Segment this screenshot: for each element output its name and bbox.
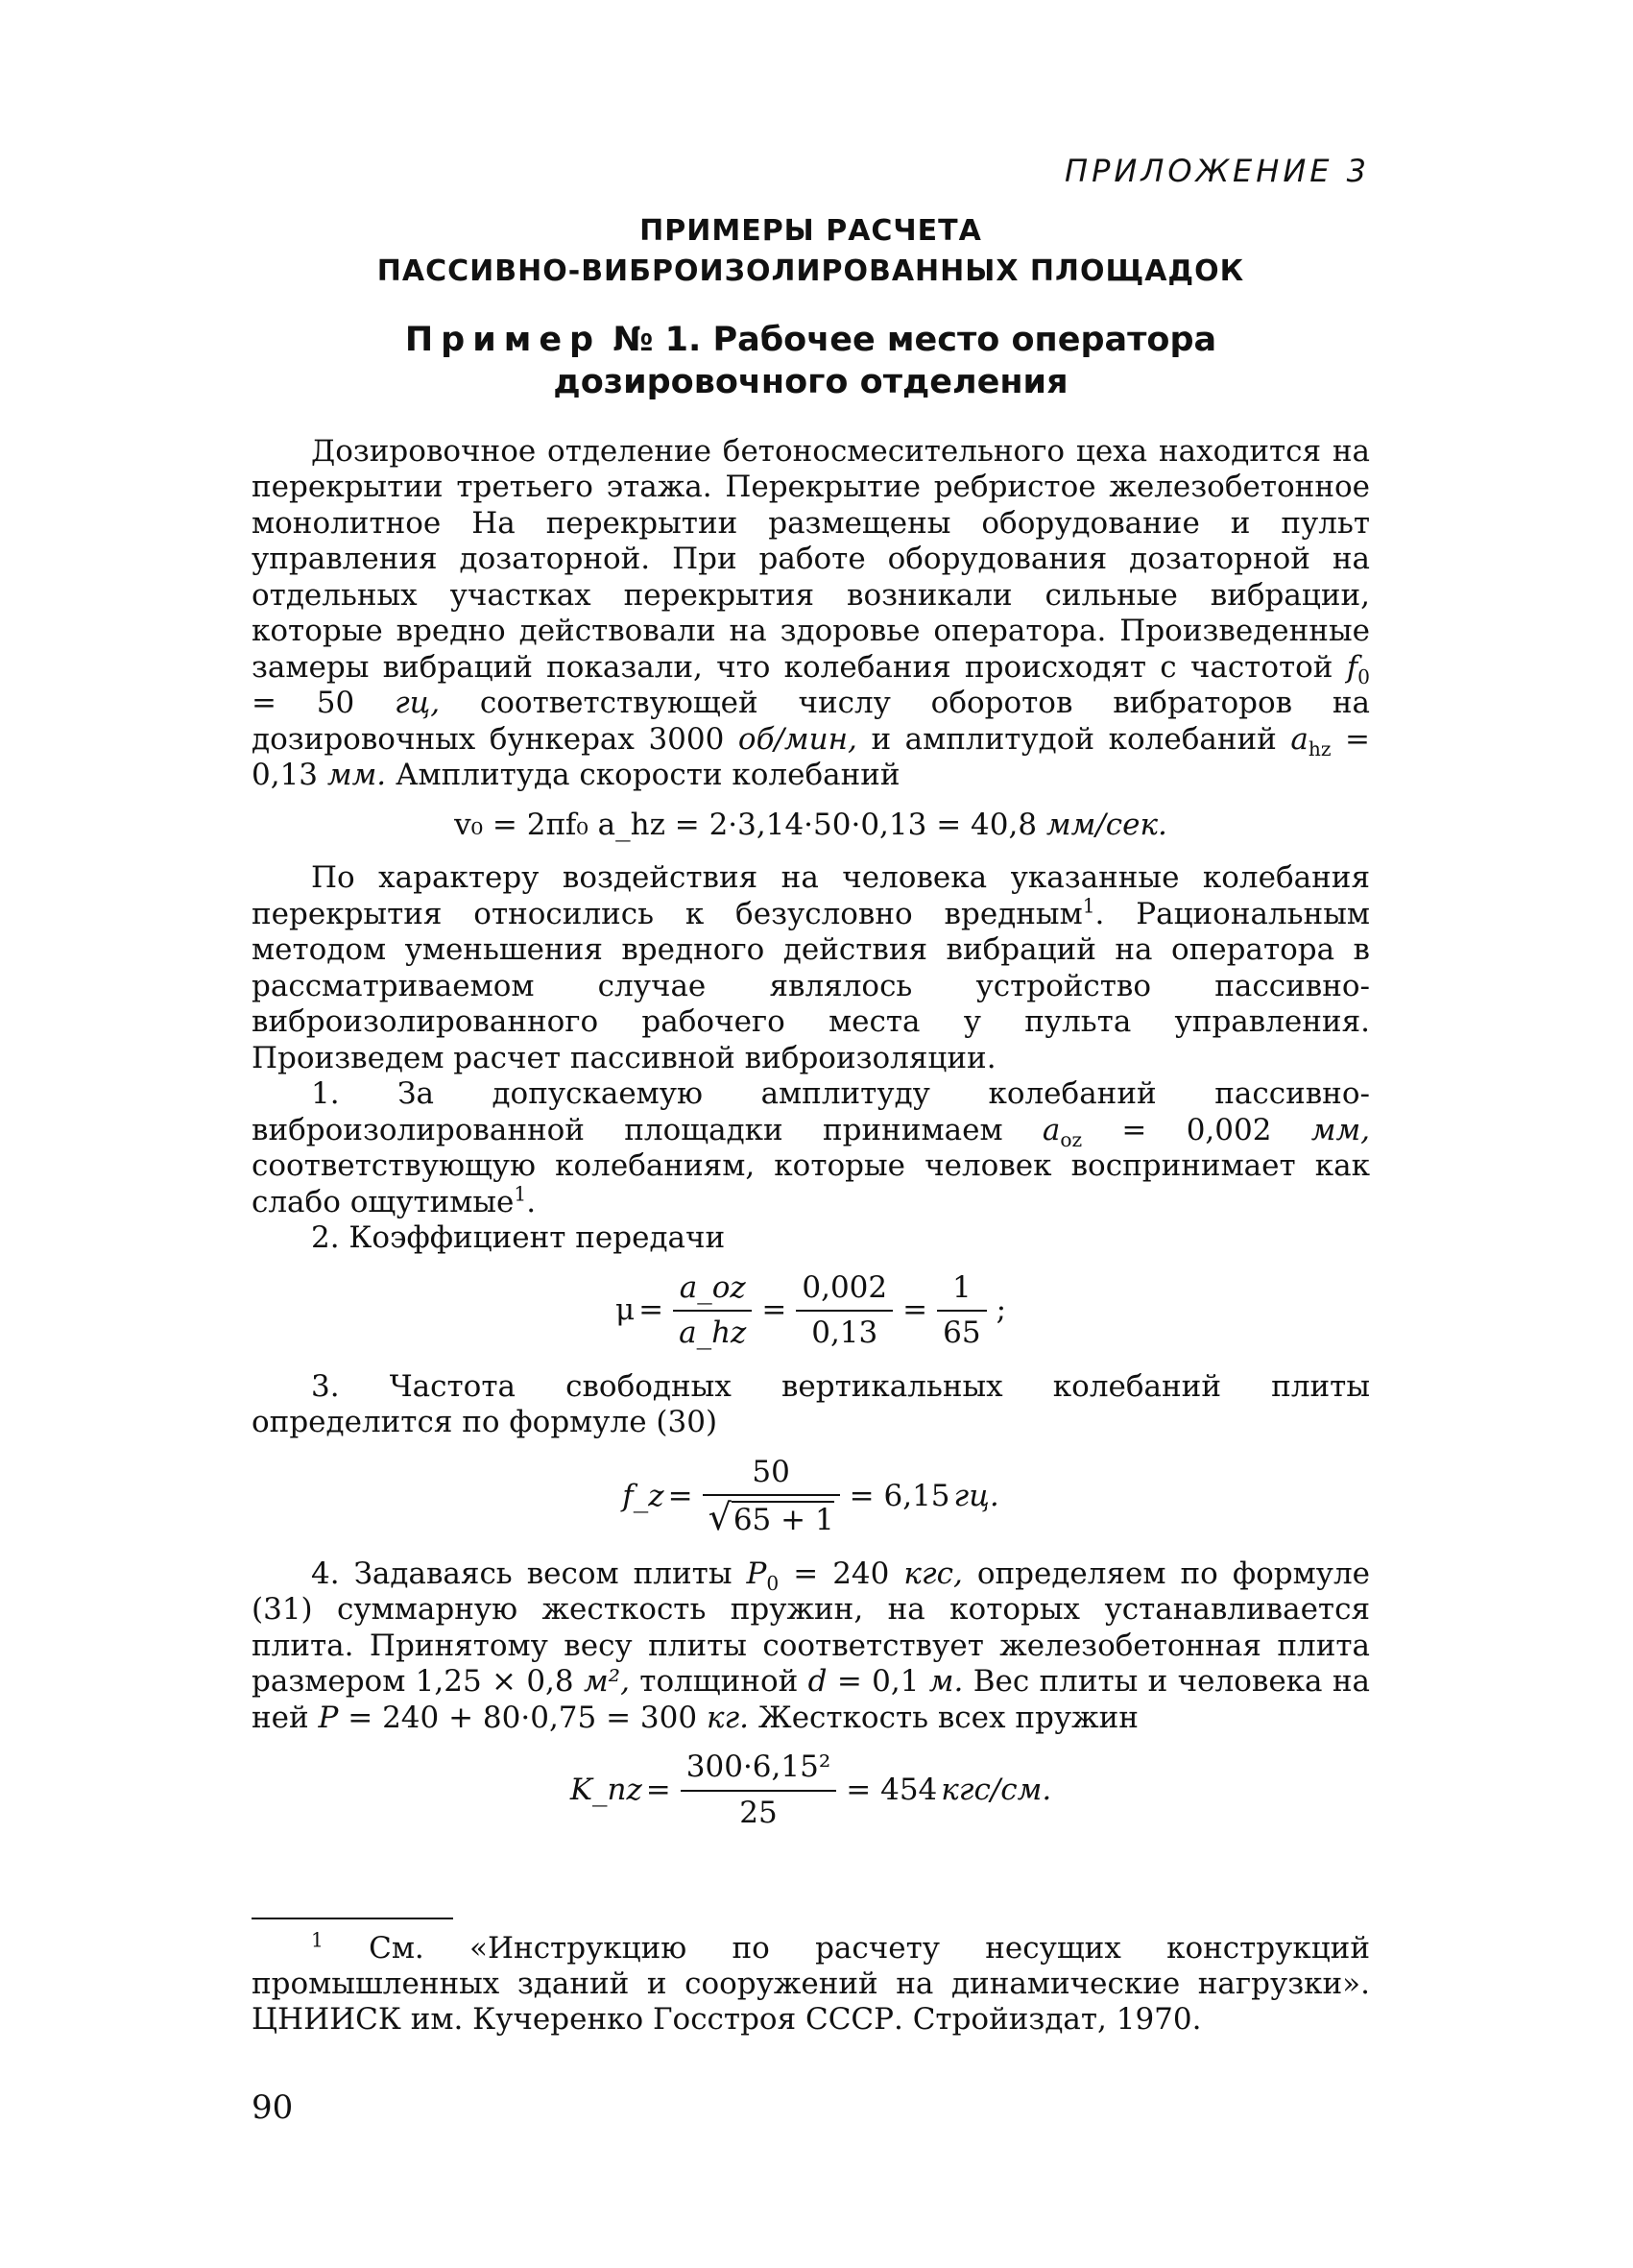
para1-text-d: и амплитудой колебаний [871,721,1277,757]
f0-symbol: f [1346,649,1358,685]
f0-subscript: 0 [1357,664,1370,688]
fraction-c-numerator: 1 [937,1270,986,1313]
fraction-b-denominator: 0,13 [811,1315,878,1350]
para1-text-c: соответствующей числу оборотов вибраторов на дозировочных бункерах 3000 [252,686,1370,757]
item4-text-b: = 240 [793,1556,890,1591]
item-3: 3. Частота свободных вертикальных колебаний плиты определится по формуле (30) [252,1368,1370,1439]
item-1 [252,1076,1370,1220]
footnote-text: См. «Инструкцию по расчету несущих конструкций промышленных зданий и сооружений на динамические нагрузки». ЦНИИСК им. Кучеренко Госстроя СССР. Стройиздат, 1970. [252,1931,1371,2037]
unit-rpm: об/мин, [737,721,857,757]
section-title-line2: ПАССИВНО-ВИБРОИЗОЛИРОВАННЫХ ПЛОЩАДОК [376,253,1245,288]
para1-text-b: = 50 [252,686,355,720]
footnote-ref: 1 [514,1182,527,1206]
formula-stiffness [252,1749,1370,1831]
fraction-a [673,1270,752,1352]
unit-kg: кг. [706,1700,750,1735]
footnote [252,1928,1371,2038]
sqrt-argument: 65 + 1 [732,1503,834,1537]
example-title: Рабочее место оператора [712,320,1217,359]
formula-velocity [252,808,1370,844]
item1-text-d: . [526,1184,537,1219]
item4-text-g: = 240 + 80·0,75 = 300 [348,1700,698,1735]
fraction-stiffness-numerator: 300·6,15² [681,1749,836,1792]
aoz-subscript: oz [1060,1127,1083,1151]
equals-sign: = [645,1772,671,1807]
d-symbol: d [807,1664,828,1699]
item1-text-b: = 0,002 [1121,1112,1272,1147]
fraction-stiffness-denominator: 25 [739,1795,778,1830]
fraction-frequency-numerator: 50 [703,1455,840,1497]
equals-sign: = [667,1478,693,1513]
appendix-label: ПРИЛОЖЕНИЕ 3 [1065,153,1370,189]
item1-text-c: соответствующую колебаниям, которые человек воспринимает как слабо ощутимые [252,1148,1370,1219]
item4-text-h: Жесткость всех пружин [757,1700,1139,1735]
equals-sign: = [902,1292,928,1328]
stiffness-unit: кгс/см. [941,1772,1052,1807]
para2-text-b: . Рациональным методом уменьшения вредного действия вибраций на оператора в рассматриваемом случае являлось устройство пассивно-виброизолированного рабочего места у пульта управления. Произведем расчет пассивной виброизоляции. [252,896,1370,1075]
unit-m: м. [928,1664,964,1699]
aoz-symbol: a [1042,1112,1061,1147]
fraction-stiffness [681,1749,836,1831]
para1-text-e: = 0,13 [252,721,1371,792]
mu-symbol: μ [614,1292,636,1328]
P-symbol: P [318,1700,339,1735]
unit-mm: мм. [326,758,387,792]
p0-symbol: P [746,1556,767,1591]
sqrt-icon: √ [708,1496,732,1538]
formula-frequency [252,1455,1370,1539]
fraction-a-numerator: a_oz [673,1270,752,1313]
section-title [252,211,1370,292]
unit-m2: м², [583,1664,630,1699]
frequency-result: = 6,15 [849,1478,950,1513]
example-heading [252,319,1370,403]
fraction-b-numerator: 0,002 [796,1270,893,1313]
item-4 [252,1556,1370,1737]
formula-velocity-unit: мм/сек. [1045,807,1167,842]
formula-transfer-coefficient [252,1270,1370,1352]
fraction-a-denominator: a_hz [679,1315,747,1350]
example-number: № 1. [612,320,702,359]
fraction-c [937,1270,986,1352]
frequency-unit: гц. [953,1478,999,1513]
fraction-frequency-denominator [703,1496,840,1539]
para2-text: По характеру воздействия на человека указанные колебания перекрытия относились к безусловно вредным [252,860,1370,931]
unit-hz: гц, [394,686,441,720]
section-title-line1: ПРИМЕРЫ РАСЧЕТА [639,213,982,248]
item4-text-e: = 0,1 [836,1664,920,1699]
formula-velocity-expr: v₀ = 2πf₀ a_hz = 2·3,14·50·0,13 = 40,8 [454,807,1038,842]
para1-text-a: Дозировочное отделение бетоносмесительного цеха находится на перекрытии третьего этажа. Перекрытие ребристое железобетонное монолитное На перекрытии размещены оборудование и пульт управления дозаторной. При работе оборудования дозаторной на отдельных участках перекрытия возникали сильные вибрации, которые вредно действовали на здоровье оператора. Произведенные замеры вибраций показали, что колебания происходят с частотой [252,433,1370,685]
item1-unit: мм, [1310,1112,1371,1147]
fraction-b [796,1270,893,1352]
item-2: 2. Коэффициент передачи [311,1220,726,1255]
p0-subscript: 0 [766,1571,780,1595]
unit-kgs: кгс, [903,1556,963,1591]
item4-text-a: 4. Задаваясь весом плиты [311,1556,732,1591]
para1-text-f: Амплитуда скорости колебаний [396,758,901,792]
item1-text-a: 1. За допускаемую амплитуду колебаний пассивно-виброизолированной площадки принимаем [252,1076,1370,1147]
fz-symbol: f_z [622,1478,664,1513]
footnote-ref: 1 [1082,894,1095,918]
item4-text-c: определяем по формуле (31) суммарную жесткость пружин, на которых устанавливается плита. Принятому весу плиты соответствует железобетонная плита размером 1,25 × 0,8 [252,1556,1370,1699]
stiffness-result: = 454 [846,1772,938,1807]
equals-sign: = [638,1292,664,1328]
footnote-divider [252,1918,453,1919]
example-word: Пример [404,320,602,359]
page-number: 90 [252,2088,294,2127]
paragraph-1 [252,434,1370,794]
paragraph-2 [252,860,1370,1076]
footnote-mark: 1 [311,1928,324,1952]
semicolon: ; [996,1292,1007,1328]
page-content [252,154,1370,2038]
item4-text-f: Вес плиты и человека на ней [252,1664,1371,1735]
example-title-line2: дозировочного отделения [553,362,1069,401]
fraction-c-denominator: 65 [943,1315,981,1350]
equals-sign: = [761,1292,787,1328]
fraction-frequency [703,1455,840,1539]
ahz-symbol: a [1290,721,1309,757]
ahz-subscript: hz [1308,736,1332,760]
k-symbol: K_пz [569,1772,642,1807]
item4-text-d: толщиной [639,1664,799,1699]
